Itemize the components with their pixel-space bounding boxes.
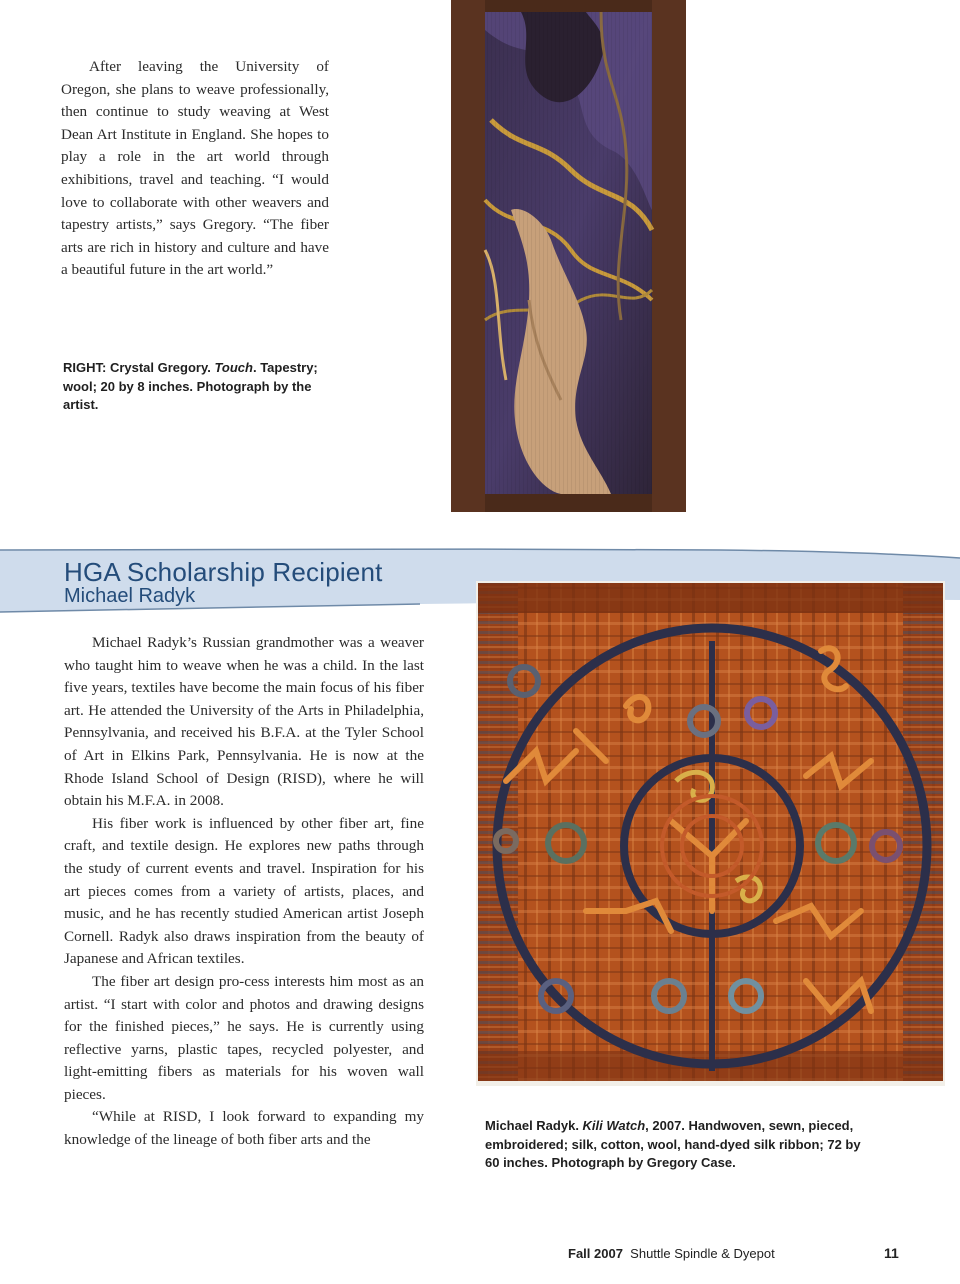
main-article-paragraph: His fiber work is influenced by other fiber art, fine craft, and textile design. He explores new paths through the study of current events and travel. Inspiration for his art pieces comes from a variety of artists, places, and music, and he has recently studied American artist Joseph Cornell. Radyk also draws inspiration from the beauty of Japanese and African textiles. <box>64 814 424 968</box>
caption-touch <box>63 359 325 415</box>
caption-kili-title: Kili Watch <box>582 1118 646 1133</box>
top-article-text <box>61 56 329 282</box>
page-footer <box>568 1246 775 1261</box>
caption-touch-title: Touch <box>214 360 253 375</box>
main-article-text <box>64 632 424 1152</box>
caption-kili-watch <box>485 1117 875 1173</box>
caption-touch-suffix: . Tapestry; wool; 20 by 8 inches. Photograph by the artist. <box>63 360 318 412</box>
section-title: HGA Scholarship Recipient <box>64 557 383 587</box>
footer-issue: Fall 2007 <box>568 1246 623 1261</box>
page-number: 11 <box>884 1245 899 1261</box>
main-article-paragraph: “While at RISD, I look forward to expanding my knowledge of the lineage of both fiber arts and the <box>64 1108 424 1149</box>
main-article-paragraph: Michael Radyk’s Russian grandmother was a weaver who taught him to weave when he was a child. In the last five years, textiles have become the main focus of his fiber art. He attended the University of the Arts in Philadelphia, Pennsylvania, and received his B.F.A. at the Tyler School of Art in Elkins Park, Pennsylvania. He is now at the Rhode Island School of Design (RISD), where he will obtain his M.F.A. in 2008. <box>64 634 424 810</box>
top-article-paragraph: After leaving the University of Oregon, she plans to weave professionally, then continue to study weaving at West Dean Art Institute in England. She hopes to play a role in the art world through exhibitions, travel and teaching. “I would love to collaborate with other weavers and tapestry artists,” says Gregory. “The fiber arts are rich in history and culture and have a beautiful future in the art world.” <box>61 58 329 279</box>
main-article-paragraph: The fiber art design pro-cess interests him most as an artist. “I start with color and photos and drawing designs for the finished pieces,” he says. He is currently using reflective yarns, plastic tapes, recycled polyester, and light-emitting fibers as materials for his woven wall pieces. <box>64 972 424 1103</box>
section-subtitle: Michael Radyk <box>64 585 196 607</box>
tapestry-kili-watch-image <box>476 581 945 1086</box>
footer-magazine: Shuttle Spindle & Dyepot <box>630 1246 775 1261</box>
caption-touch-prefix: RIGHT: Crystal Gregory. <box>63 360 215 375</box>
caption-kili-prefix: Michael Radyk. <box>485 1118 583 1133</box>
caption-kili-suffix: , 2007. Handwoven, sewn, pieced, embroidered; silk, cotton, wool, hand-dyed silk ribbon; 72 by 60 inches. Photograph by Gregory Case. <box>485 1118 861 1170</box>
tapestry-touch-image <box>451 0 686 512</box>
